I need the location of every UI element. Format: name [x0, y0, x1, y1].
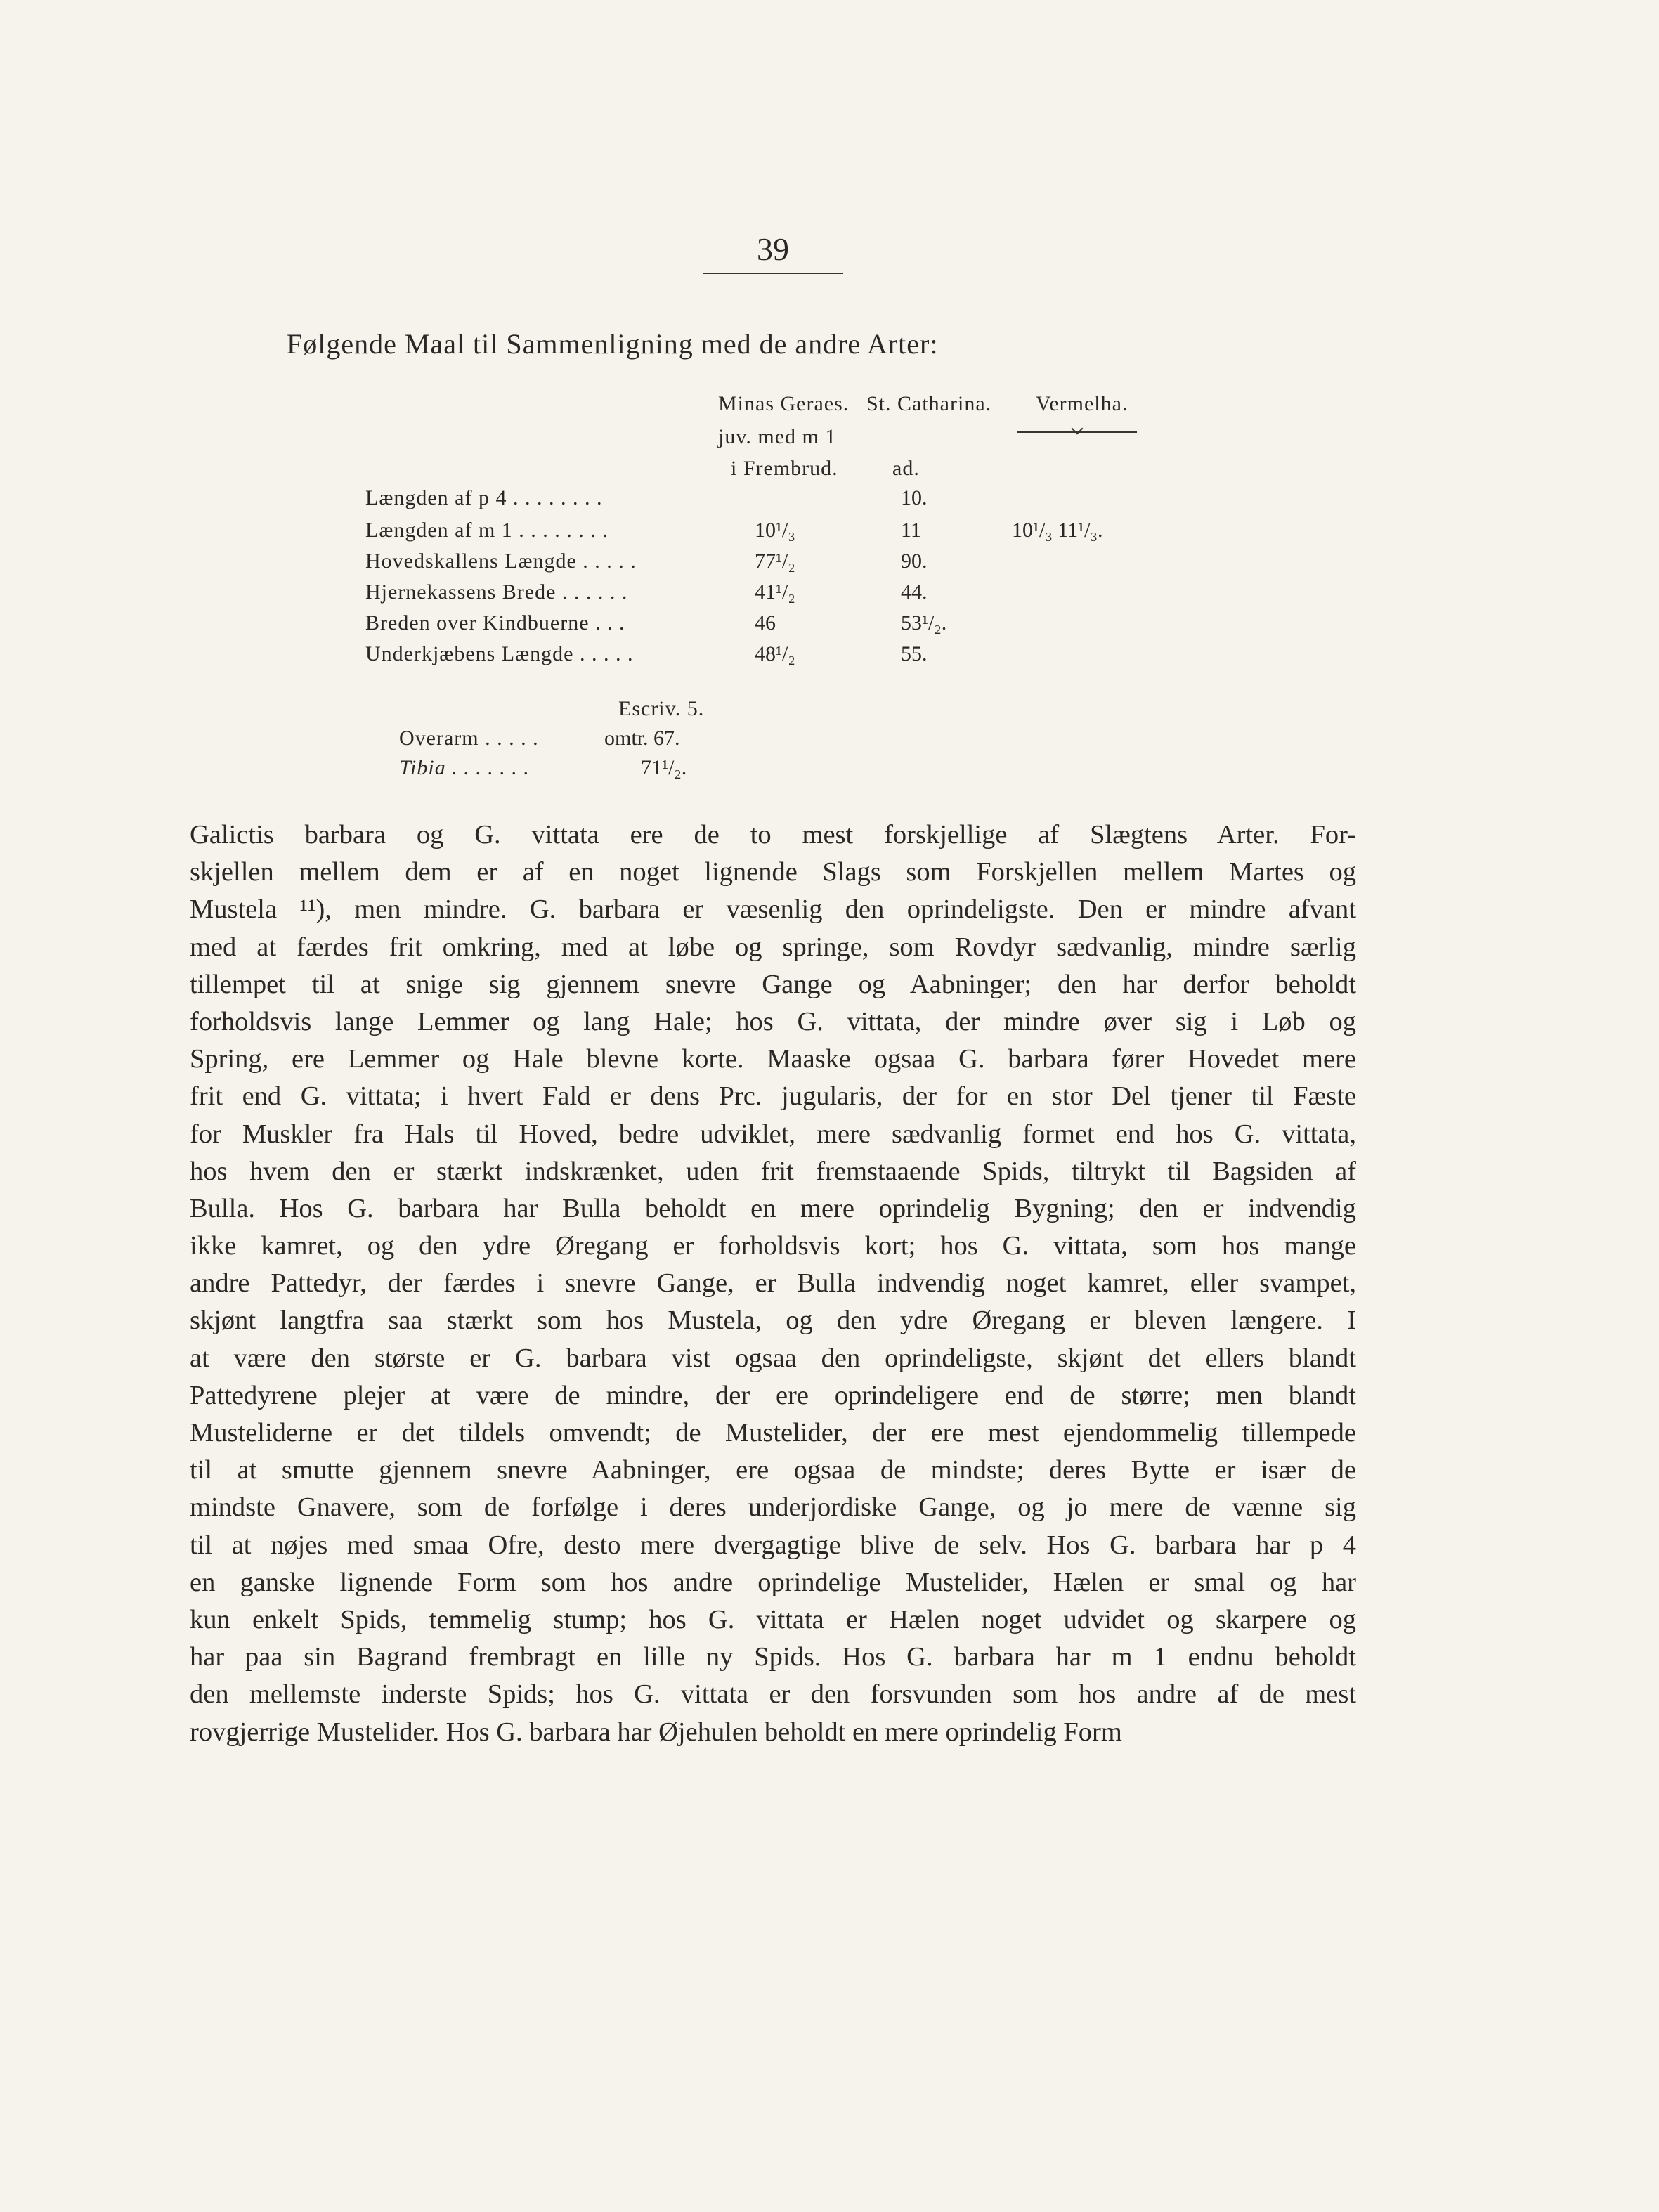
escriv-row-label-2: Tibia . . . . . . . [399, 756, 530, 779]
col1-header-1: Minas Geraes. [718, 392, 850, 415]
escriv-row-value-1: omtr. 67. [604, 727, 680, 750]
page-number: 39 [757, 231, 789, 267]
escriv-row-value-2: 71¹/₂. [641, 756, 687, 779]
row-label-5: Breden over Kindbuerne . . . [365, 611, 625, 635]
intro-line: Følgende Maal til Sammenligning med de andre Arter: [287, 328, 939, 360]
row2-c3: 10¹/₃ 11¹/₃. [1012, 519, 1103, 542]
row4-c1: 41¹/₂ [755, 580, 795, 604]
paragraph-line: den mellemste inderste Spids; hos G. vittata er den forsvunden som hos andre af de mest [190, 1679, 1356, 1710]
row-label-4: Hjernekassens Brede . . . . . . [365, 580, 628, 604]
row6-c1: 48¹/₂ [755, 642, 795, 665]
paragraph-line: skjellen mellem dem er af en noget lignende Slags som Forskjellen mellem Martes og [190, 857, 1356, 887]
row2-c1: 10¹/₃ [755, 519, 795, 542]
col1-header-2: juv. med m 1 [718, 425, 837, 448]
row-label-1: Længden af p 4 . . . . . . . . [365, 486, 603, 509]
row3-c1: 77¹/₂ [755, 549, 795, 573]
paragraph-line: en ganske lignende Form som hos andre oprindelige Mustelider, Hælen er smal og har [190, 1567, 1356, 1597]
row-label-2: Længden af m 1 . . . . . . . . [365, 519, 609, 542]
row5-c2: 53¹/₂. [901, 611, 947, 635]
paragraph-line: hos hvem den er stærkt indskrænket, uden frit fremstaaende Spids, tiltrykt til Bagsiden af [190, 1156, 1356, 1186]
row4-c2: 44. [901, 580, 928, 604]
paragraph-line: til at smutte gjennem snevre Aabninger, ere ogsaa de mindste; deres Bytte er især de [190, 1455, 1356, 1485]
paragraph-line: tillempet til at snige sig gjennem snevre Gange og Aabninger; den har derfor beholdt [190, 969, 1356, 999]
paragraph-line: frit end G. vittata; i hvert Fald er dens Prc. jugularis, der for en stor Del tjener til Fæste [190, 1081, 1356, 1112]
col3-header-1: Vermelha. [1036, 392, 1128, 415]
page-number-rule [703, 273, 843, 274]
paragraph-line: Mustela ¹¹), men mindre. G. barbara er væsenlig den oprindeligste. Den er mindre afvant [190, 894, 1356, 925]
escriv-header: Escriv. 5. [618, 697, 705, 720]
paragraph-line: Galictis barbara og G. vittata ere de to mest forskjellige af Slægtens Arter. For- [190, 820, 1356, 850]
col2-header-2: ad. [892, 457, 920, 480]
paragraph-line: med at færdes frit omkring, med at løbe og springe, som Rovdyr sædvanlig, mindre særlig [190, 932, 1356, 962]
row-label-6: Underkjæbens Længde . . . . . [365, 642, 634, 665]
paragraph-line: forholdsvis lange Lemmer og lang Hale; hos G. vittata, der mindre øver sig i Løb og [190, 1006, 1356, 1036]
paragraph-line: Musteliderne er det tildels omvendt; de Mustelider, der ere mest ejendommelig tillempede [190, 1418, 1356, 1447]
row2-c2: 11 [901, 519, 921, 542]
paragraph-line: Pattedyrene plejer at være de mindre, der ere oprindeligere end de større; men blandt [190, 1380, 1356, 1410]
paragraph-line: skjønt langtfra saa stærkt som hos Mustela, og den ydre Øregang er bleven længere. I [190, 1306, 1356, 1336]
col1-header-3: i Frembrud. [731, 457, 838, 480]
paragraph-line: mindste Gnavere, som de forfølge i deres underjordiske Gange, og jo mere de vænne sig [190, 1492, 1356, 1523]
paragraph-line: har paa sin Bagrand frembragt en lille ny Spids. Hos G. barbara har m 1 endnu beholdt [190, 1642, 1356, 1672]
row-label-3: Hovedskallens Længde . . . . . [365, 549, 637, 573]
row5-c1: 46 [755, 611, 776, 635]
row1-c2: 10. [901, 486, 928, 509]
paragraph-line: Bulla. Hos G. barbara har Bulla beholdt en mere oprindelig Bygning; den er indvendig [190, 1193, 1356, 1223]
col2-header-1: St. Catharina. [866, 392, 992, 415]
paragraph-line: for Muskler fra Hals til Hoved, bedre udviklet, mere sædvanlig formet end hos G. vittata, [190, 1119, 1356, 1149]
escriv-row-label-1: Overarm . . . . . [399, 727, 539, 750]
paragraph-line: til at nøjes med smaa Ofre, desto mere dvergagtige blive de selv. Hos G. barbara har p 4 [190, 1530, 1356, 1560]
paragraph-line: at være den største er G. barbara vist ogsaa den oprindeligste, skjønt det ellers blandt [190, 1343, 1356, 1373]
paragraph-line: kun enkelt Spids, temmelig stump; hos G. vittata er Hælen noget udvidet og skarpere og [190, 1604, 1356, 1634]
paragraph-line: ikke kamret, og den ydre Øregang er forholdsvis kort; hos G. vittata, som hos mange [190, 1231, 1356, 1261]
row6-c2: 55. [901, 642, 928, 665]
row3-c2: 90. [901, 549, 928, 573]
paragraph-line: rovgjerrige Mustelider. Hos G. barbara har Øjehulen beholdt en mere oprindelig Form [190, 1717, 1122, 1747]
paragraph-line: andre Pattedyr, der færdes i snevre Gange, er Bulla indvendig noget kamret, eller svampet, [190, 1268, 1356, 1299]
paragraph-line: Spring, ere Lemmer og Hale blevne korte. Maaske ogsaa G. barbara fører Hovedet mere [190, 1044, 1356, 1074]
body-paragraph [190, 817, 1356, 1751]
